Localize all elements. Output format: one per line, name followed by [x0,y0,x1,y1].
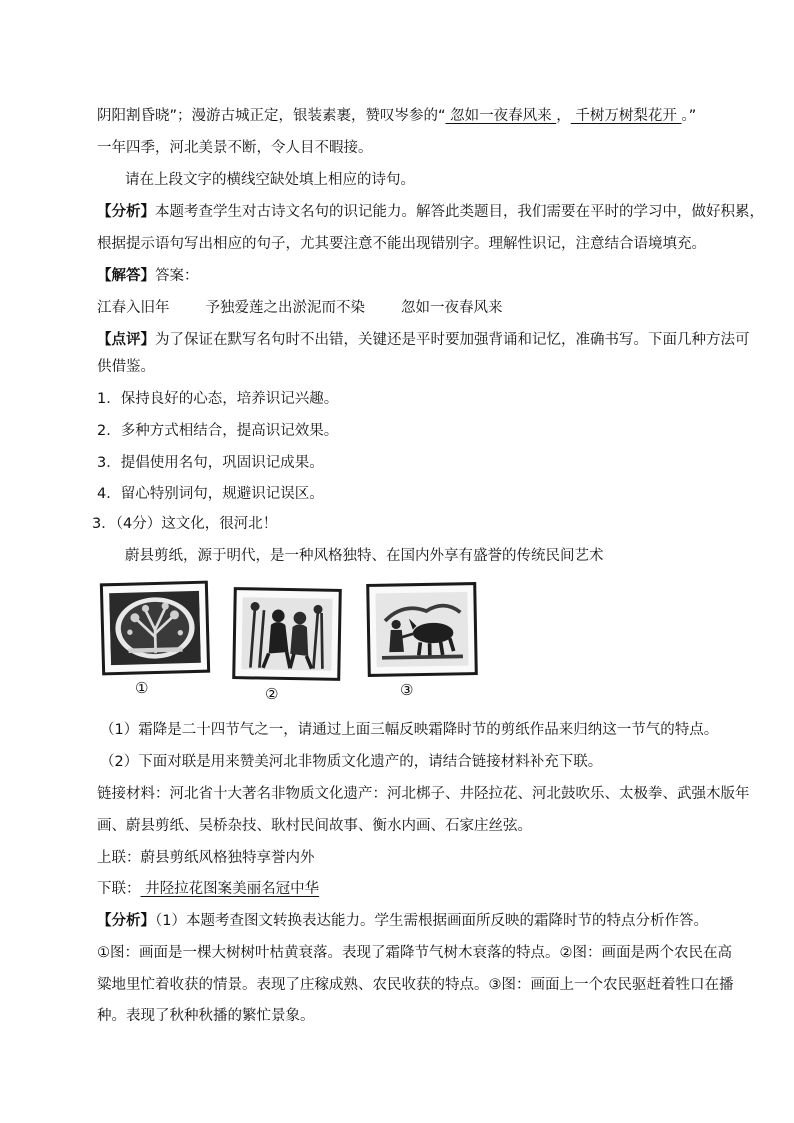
text-segment: 。” [681,108,697,124]
answer-item: 予独爱莲之出淤泥而不染 [205,300,365,316]
sub-question: （2）下面对联是用来赞美河北非物质文化遗产的，请结合链接材料补充下联。 [100,754,603,770]
text-line: ①图：画面是一棵大树树叶枯黄衰落。表现了霜降节气树木衰落的特点。②图：画面是两个农民在高 [97,945,732,961]
text-segment: ， [556,108,571,124]
text-line: 一年四季，河北美景不断，令人目不暇接。 [97,140,373,156]
text-line: 供借鉴。 [97,359,155,375]
answer-item: 忽如一夜春风来 [401,300,503,316]
papercut-ploughing-image [366,582,478,677]
image-caption: ③ [400,681,414,699]
question-heading: 3．（4分）这文化，很河北！ [92,516,278,532]
text-segment: 本题考查学生对古诗文名句的识记能力。解答此类题目，我们需要在平时的学习中，做好积累， [155,204,764,220]
text-line: 链接材料：河北省十大著名非物质文化遗产：河北梆子、井陉拉花、河北鼓吹乐、太极拳、武强木版年 [97,786,750,802]
papercut-farmers-icon [241,596,332,672]
text-line: 根据提示语句写出相应的句子，尤其要注意不能出现错别字。理解性识记，注意结合语境填充。 [97,236,706,252]
text-line: 画、蔚县剪纸、吴桥杂技、耿村民间故事、衡水内画、石家庄丝弦。 [97,818,532,834]
couplet-lower [97,879,319,899]
answer-item: 江春入旧年 [97,300,170,316]
analysis-tag: 【分析】 [97,913,155,929]
text-line: 粱地里忙着收获的情景。表现了庄稼成熟、农民收获的特点。③图：画面上一个农民驱赶着牲口在播 [97,977,734,993]
text-segment: 下联： [97,881,141,897]
answer-blank: 忽如一夜春风来 [445,108,557,124]
list-item: 4．留心特别词句，规避识记误区。 [97,486,324,502]
text-line: 蔚县剪纸，源于明代，是一种风格独特、在国内外享有盛誉的传统民间艺术 [125,548,604,564]
answer-tag: 【解答】 [97,268,155,284]
text-segment: 答案： [155,268,199,284]
couplet-upper: 上联：蔚县剪纸风格独特享誉内外 [97,850,315,866]
papercut-farmers-image [232,587,342,681]
comment-line [97,330,750,350]
text-segment: 为了保证在默写名句时不出错，关键还是平时要加强背诵和记忆，准确书写。下面几种方法可 [155,332,750,348]
comment-tag: 【点评】 [97,332,155,348]
answer-list [97,298,503,318]
text-line [97,106,696,126]
text-segment: （1）本题考查图文转换表达能力。学生需根据画面所反映的霜降时节的特点分析作答。 [155,913,708,929]
image-caption: ② [265,685,279,703]
papercut-tree-image [100,581,210,676]
image-caption: ① [135,679,149,697]
text-line: 种。表现了秋种秋播的繁忙景象。 [97,1008,315,1024]
list-item: 1．保持良好的心态，培养识记兴趣。 [97,391,339,407]
answer-blank: 井陉拉花图案美丽名冠中华 [140,881,320,897]
sub-question: （1）霜降是二十四节气之一，请通过上面三幅反映霜降时节的剪纸作品来归纳这一节气的特点。 [100,722,719,738]
list-item: 2．多种方式相结合，提高识记效果。 [97,423,339,439]
text-segment: 阴阳割昏晓”；漫游古城正定，银装素裹，赞叹岑参的“ [97,108,446,124]
analysis-line [97,911,708,931]
papercut-ploughing-icon [375,591,468,668]
analysis-tag: 【分析】 [97,204,155,220]
answer-line [97,266,199,286]
papercut-tree-icon [109,590,201,666]
list-item: 3．提倡使用名句，巩固识记成果。 [97,455,324,471]
question-prompt: 请在上段文字的横线空缺处填上相应的诗句。 [125,172,415,188]
analysis-line [97,202,764,222]
answer-blank: 千树万树梨花开 [570,108,682,124]
